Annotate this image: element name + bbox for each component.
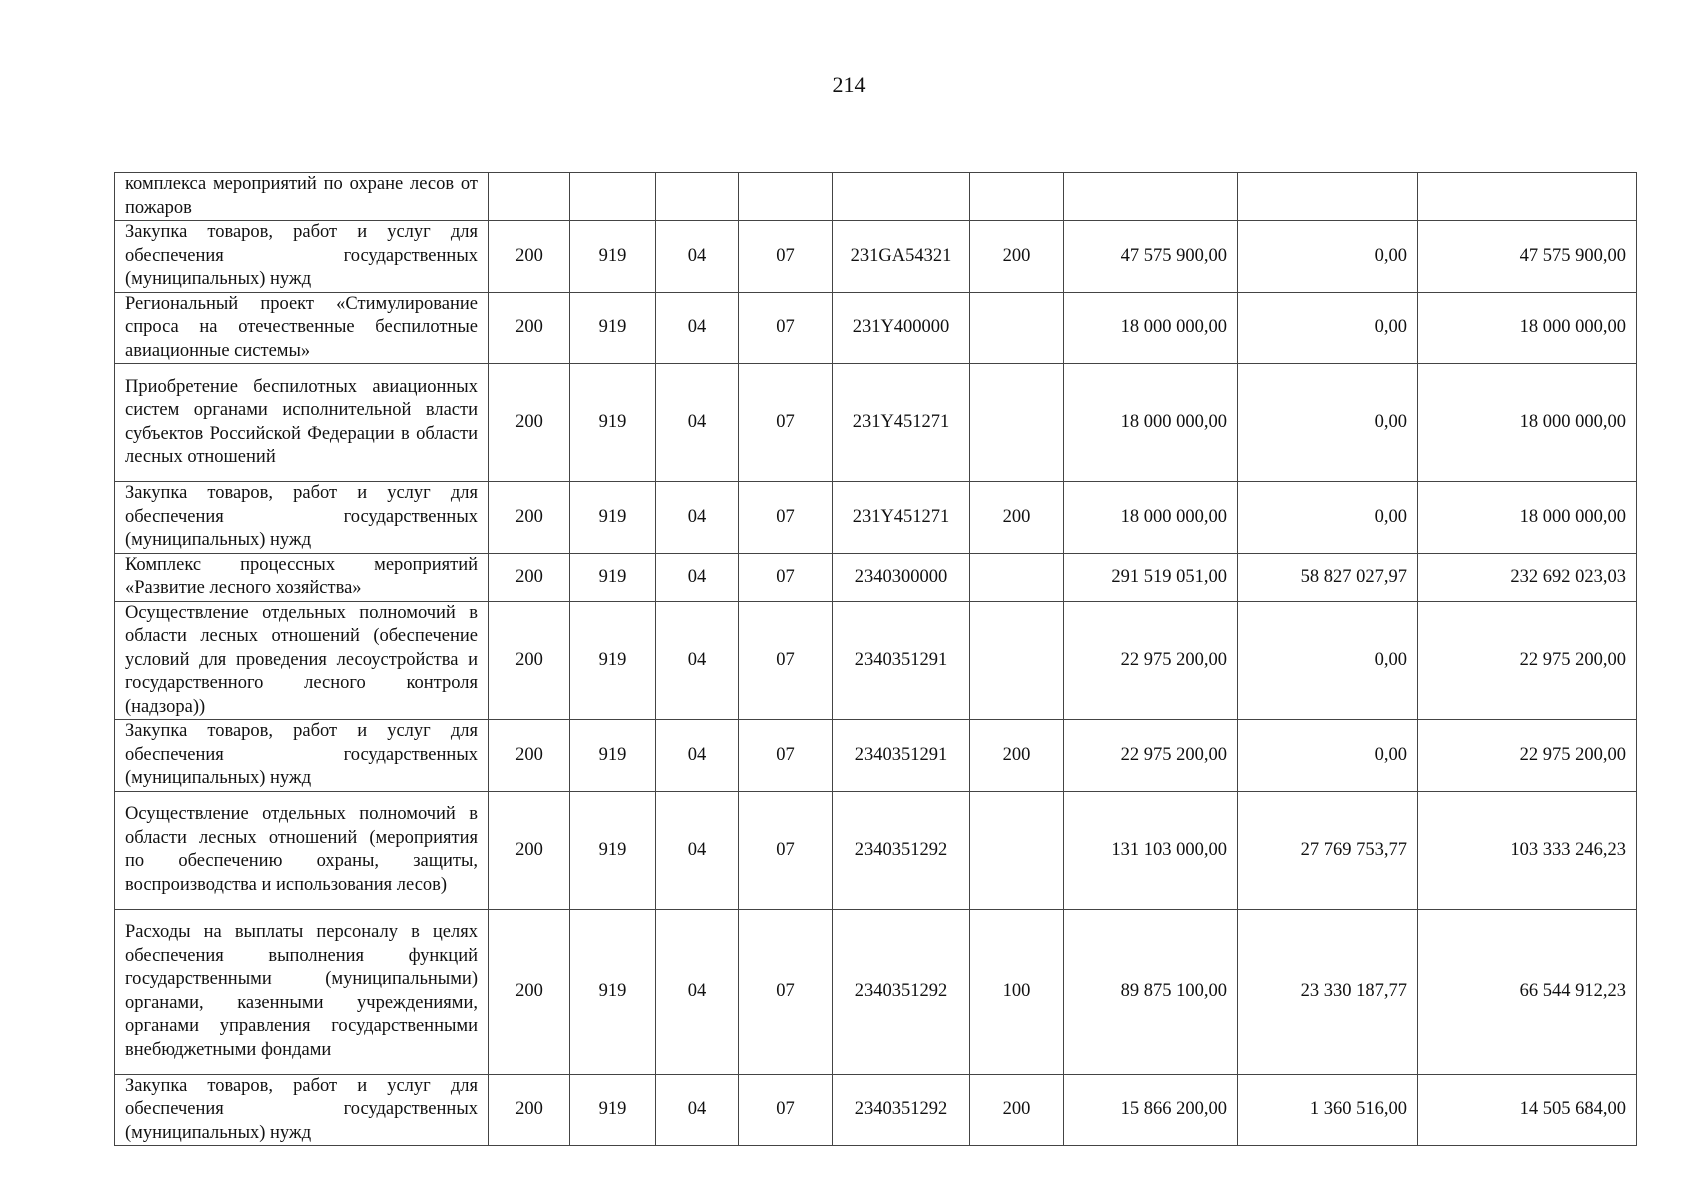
row-name: комплекса мероприятий по охране лесов от пожаров	[115, 173, 489, 221]
page-number: 214	[832, 72, 866, 97]
cell-code-1: 200	[489, 221, 570, 293]
row-name: Закупка товаров, работ и услуг для обеспечения государственных (муниципальных) нужд	[115, 482, 489, 554]
cell-code-1: 200	[489, 553, 570, 601]
cell-code-2: 919	[570, 364, 656, 482]
cell-code-2: 919	[570, 221, 656, 293]
table-row	[115, 553, 1637, 601]
cell-expense-type	[970, 364, 1064, 482]
row-name: Закупка товаров, работ и услуг для обеспечения государственных (муниципальных) нужд	[115, 1074, 489, 1146]
row-name: Расходы на выплаты персоналу в целях обеспечения выполнения функций государственными (муниципальными) органами, казенными учреждениями, органами управления государственными внебюджетными фондами	[115, 909, 489, 1074]
cell-section: 04	[656, 364, 739, 482]
cell-total: 103 333 246,23	[1418, 791, 1637, 909]
cell-total: 14 505 684,00	[1418, 1074, 1637, 1146]
cell-total	[1418, 173, 1637, 221]
row-name: Приобретение беспилотных авиационных систем органами исполнительной власти субъектов Российской Федерации в области лесных отношений	[115, 364, 489, 482]
cell-code-2: 919	[570, 791, 656, 909]
cell-target-article: 2340351292	[833, 1074, 970, 1146]
cell-code-1: 200	[489, 601, 570, 720]
cell-subsection: 07	[739, 221, 833, 293]
cell-section: 04	[656, 791, 739, 909]
row-name: Региональный проект «Стимулирование спроса на отечественные беспилотные авиационные системы»	[115, 292, 489, 364]
cell-change: 0,00	[1238, 364, 1418, 482]
cell-expense-type	[970, 292, 1064, 364]
cell-target-article: 231Y451271	[833, 482, 970, 554]
cell-target-article	[833, 173, 970, 221]
cell-amount: 131 103 000,00	[1064, 791, 1238, 909]
cell-change: 1 360 516,00	[1238, 1074, 1418, 1146]
cell-target-article: 231GA54321	[833, 221, 970, 293]
budget-table-body	[115, 173, 1637, 1146]
cell-amount: 18 000 000,00	[1064, 292, 1238, 364]
cell-code-1: 200	[489, 364, 570, 482]
cell-total: 18 000 000,00	[1418, 482, 1637, 554]
cell-subsection: 07	[739, 720, 833, 792]
cell-target-article: 231Y451271	[833, 364, 970, 482]
cell-section: 04	[656, 720, 739, 792]
cell-code-2: 919	[570, 292, 656, 364]
cell-code-1: 200	[489, 909, 570, 1074]
cell-target-article: 2340351292	[833, 909, 970, 1074]
cell-subsection: 07	[739, 292, 833, 364]
cell-total: 22 975 200,00	[1418, 720, 1637, 792]
cell-amount: 89 875 100,00	[1064, 909, 1238, 1074]
cell-subsection	[739, 173, 833, 221]
cell-section: 04	[656, 601, 739, 720]
cell-code-2: 919	[570, 553, 656, 601]
cell-expense-type	[970, 601, 1064, 720]
cell-code-2: 919	[570, 482, 656, 554]
cell-change	[1238, 173, 1418, 221]
cell-code-1: 200	[489, 482, 570, 554]
cell-code-2	[570, 173, 656, 221]
cell-target-article: 2340300000	[833, 553, 970, 601]
table-row	[115, 791, 1637, 909]
cell-expense-type	[970, 553, 1064, 601]
cell-code-2: 919	[570, 720, 656, 792]
cell-section: 04	[656, 553, 739, 601]
cell-section: 04	[656, 1074, 739, 1146]
table-row	[115, 221, 1637, 293]
cell-subsection: 07	[739, 364, 833, 482]
cell-code-1: 200	[489, 791, 570, 909]
row-name: Осуществление отдельных полномочий в области лесных отношений (обеспечение условий для проведения лесоустройства и государственного лесного контроля (надзора))	[115, 601, 489, 720]
cell-target-article: 2340351291	[833, 601, 970, 720]
cell-expense-type: 200	[970, 221, 1064, 293]
cell-expense-type: 100	[970, 909, 1064, 1074]
table-row	[115, 1074, 1637, 1146]
cell-code-2: 919	[570, 601, 656, 720]
cell-expense-type	[970, 791, 1064, 909]
cell-expense-type: 200	[970, 482, 1064, 554]
cell-total: 18 000 000,00	[1418, 292, 1637, 364]
cell-code-1: 200	[489, 292, 570, 364]
table-row	[115, 364, 1637, 482]
cell-subsection: 07	[739, 791, 833, 909]
cell-total: 47 575 900,00	[1418, 221, 1637, 293]
cell-code-1: 200	[489, 720, 570, 792]
row-name: Комплекс процессных мероприятий «Развитие лесного хозяйства»	[115, 553, 489, 601]
cell-subsection: 07	[739, 601, 833, 720]
cell-total: 66 544 912,23	[1418, 909, 1637, 1074]
cell-amount: 22 975 200,00	[1064, 720, 1238, 792]
cell-change: 0,00	[1238, 720, 1418, 792]
cell-change: 0,00	[1238, 221, 1418, 293]
cell-code-1	[489, 173, 570, 221]
cell-section: 04	[656, 221, 739, 293]
cell-amount: 18 000 000,00	[1064, 482, 1238, 554]
cell-amount: 47 575 900,00	[1064, 221, 1238, 293]
cell-code-2: 919	[570, 1074, 656, 1146]
table-row	[115, 909, 1637, 1074]
cell-subsection: 07	[739, 482, 833, 554]
cell-subsection: 07	[739, 909, 833, 1074]
cell-section: 04	[656, 292, 739, 364]
cell-change: 0,00	[1238, 601, 1418, 720]
cell-amount: 22 975 200,00	[1064, 601, 1238, 720]
cell-change: 23 330 187,77	[1238, 909, 1418, 1074]
table-row	[115, 292, 1637, 364]
cell-amount: 291 519 051,00	[1064, 553, 1238, 601]
table-row	[115, 720, 1637, 792]
cell-expense-type: 200	[970, 1074, 1064, 1146]
cell-target-article: 231Y400000	[833, 292, 970, 364]
cell-code-1: 200	[489, 1074, 570, 1146]
cell-total: 232 692 023,03	[1418, 553, 1637, 601]
cell-target-article: 2340351291	[833, 720, 970, 792]
cell-code-2: 919	[570, 909, 656, 1074]
cell-change: 27 769 753,77	[1238, 791, 1418, 909]
cell-expense-type: 200	[970, 720, 1064, 792]
table-row	[115, 173, 1637, 221]
cell-expense-type	[970, 173, 1064, 221]
cell-subsection: 07	[739, 553, 833, 601]
cell-change: 0,00	[1238, 482, 1418, 554]
cell-section	[656, 173, 739, 221]
cell-subsection: 07	[739, 1074, 833, 1146]
row-name: Осуществление отдельных полномочий в области лесных отношений (мероприятия по обеспечению охраны, защиты, воспроизводства и использования лесов)	[115, 791, 489, 909]
row-name: Закупка товаров, работ и услуг для обеспечения государственных (муниципальных) нужд	[115, 720, 489, 792]
cell-change: 58 827 027,97	[1238, 553, 1418, 601]
cell-amount	[1064, 173, 1238, 221]
cell-section: 04	[656, 482, 739, 554]
cell-section: 04	[656, 909, 739, 1074]
budget-table	[114, 172, 1637, 1146]
cell-amount: 18 000 000,00	[1064, 364, 1238, 482]
cell-total: 18 000 000,00	[1418, 364, 1637, 482]
cell-total: 22 975 200,00	[1418, 601, 1637, 720]
cell-amount: 15 866 200,00	[1064, 1074, 1238, 1146]
table-row	[115, 601, 1637, 720]
cell-target-article: 2340351292	[833, 791, 970, 909]
table-row	[115, 482, 1637, 554]
cell-change: 0,00	[1238, 292, 1418, 364]
row-name: Закупка товаров, работ и услуг для обеспечения государственных (муниципальных) нужд	[115, 221, 489, 293]
